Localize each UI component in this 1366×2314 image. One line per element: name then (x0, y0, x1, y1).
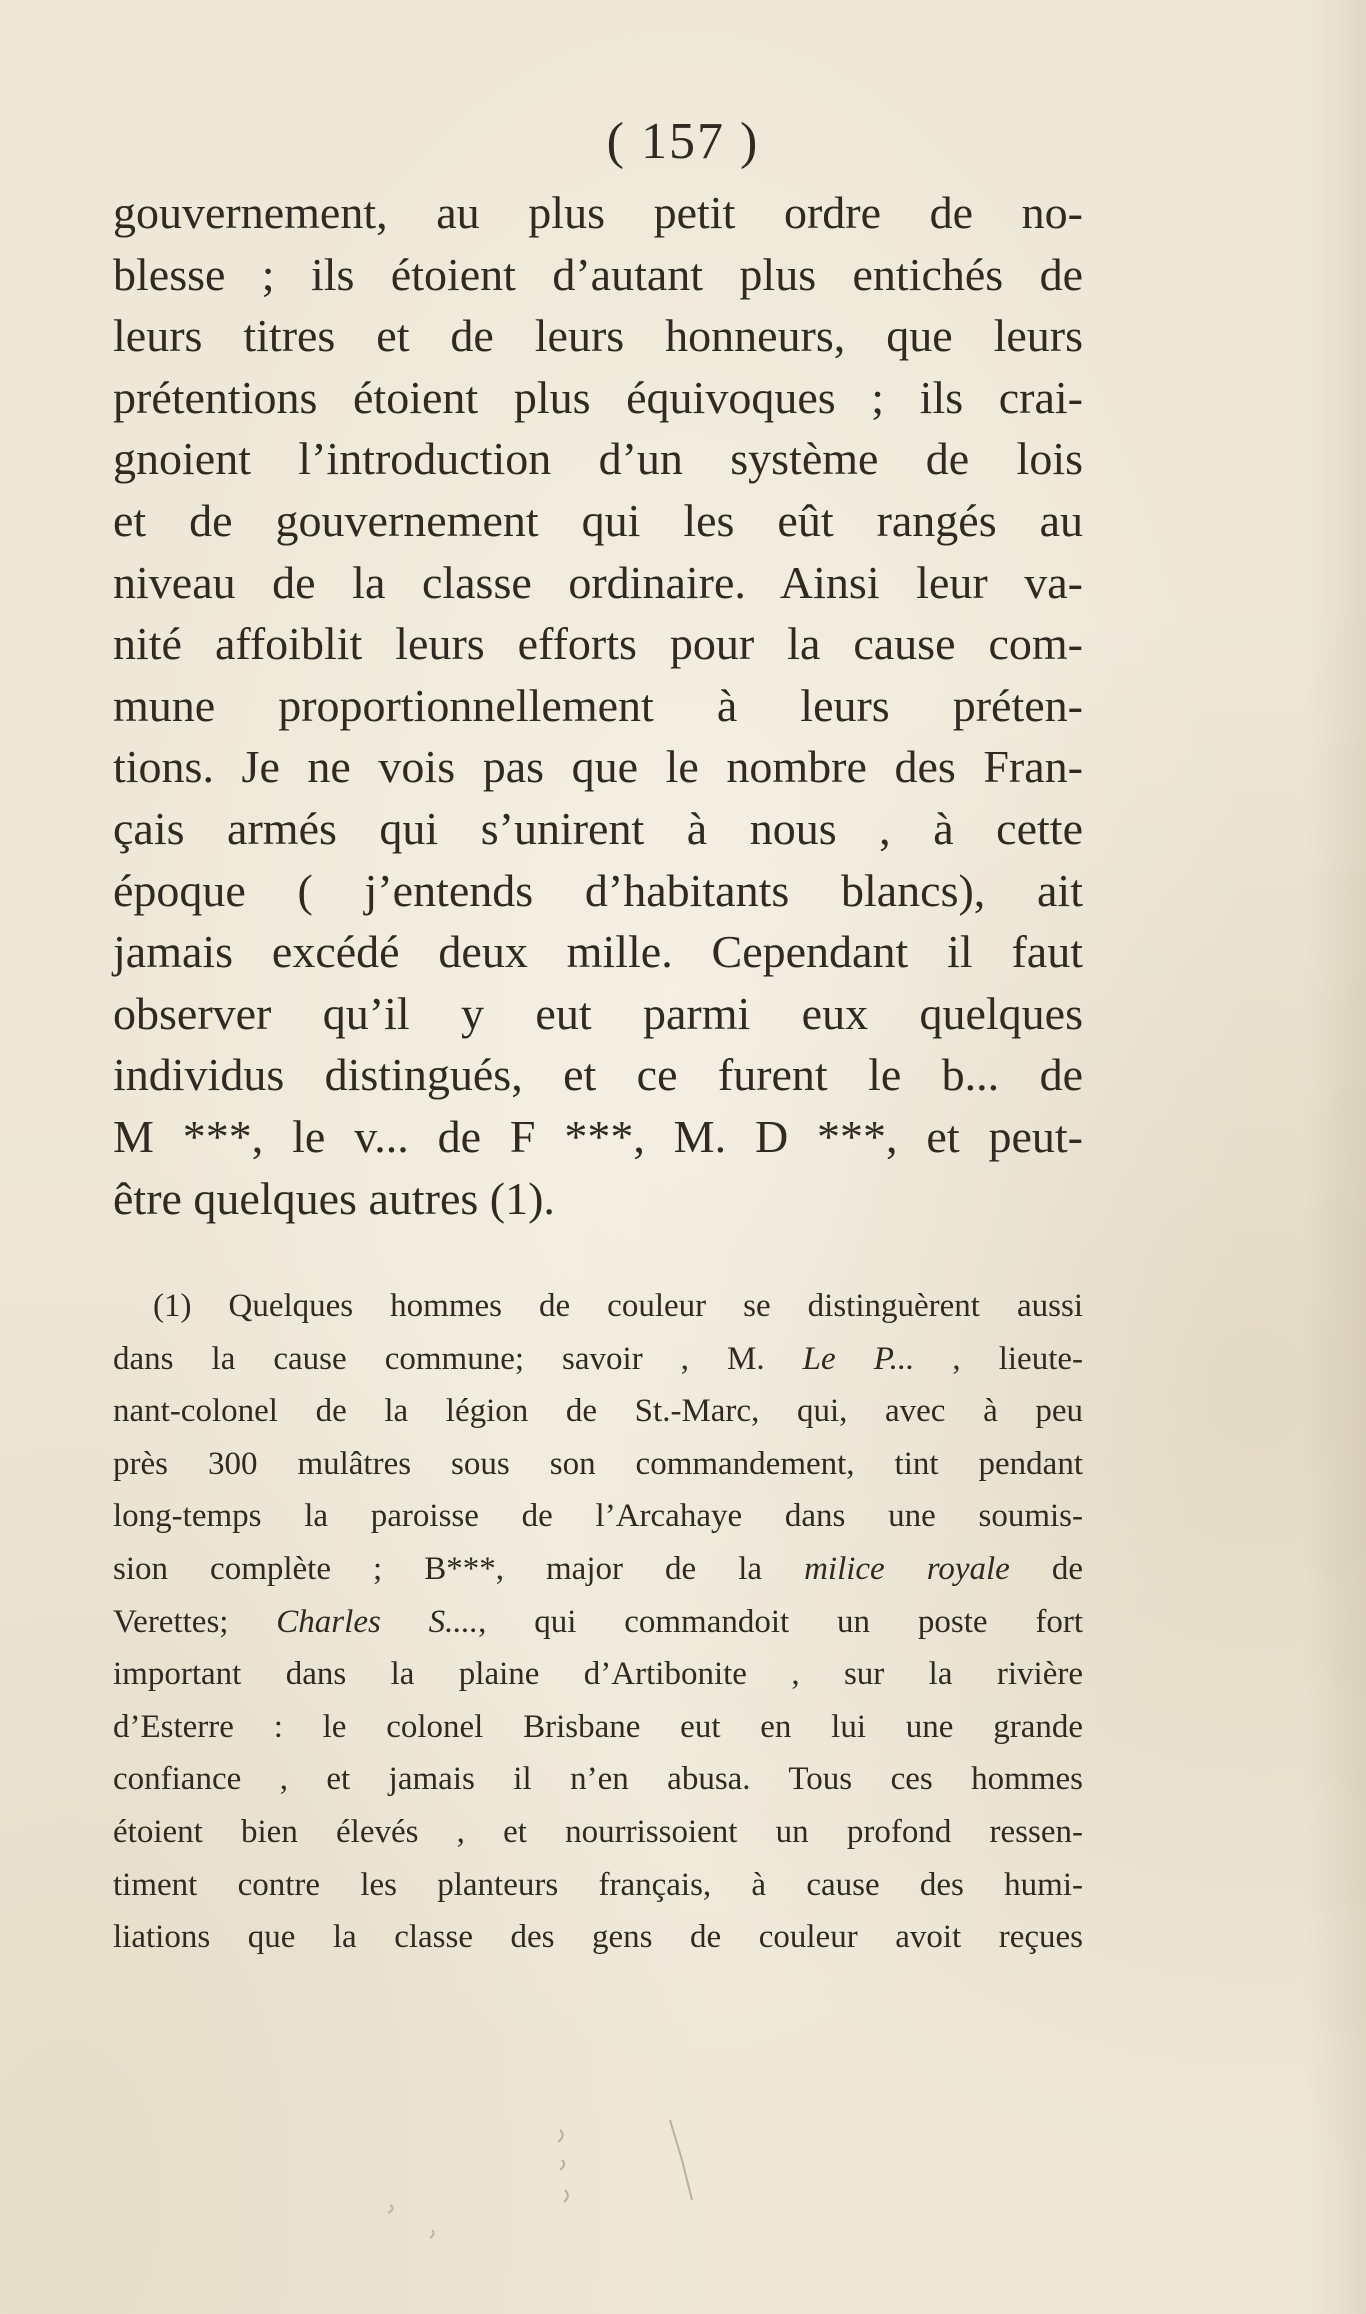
text-line: nité affoiblit leurs efforts pour la cause com- (113, 618, 1083, 670)
text-line: individus distingués, et ce furent le b... de (113, 1049, 1083, 1101)
footnote-line: long-temps la paroisse de l’Arcahaye dans une soumis- (113, 1498, 1083, 1535)
text-line: mune proportionnellement à leurs préten- (113, 679, 1083, 731)
footnote-text: de (1009, 1550, 1083, 1587)
text-line: çais armés qui s’unirent à nous , à cette (113, 802, 1083, 854)
text-line: M ***, le v... de F ***, M. D ***, et peut- (113, 1110, 1083, 1162)
footnote (113, 1280, 1083, 1964)
footnote-text: sion complète ; B***, major de la (113, 1550, 805, 1587)
main-text (113, 182, 1083, 1229)
footnote-line: étoient bien élevés , et nourrissoient un profond ressen- (113, 1813, 1083, 1850)
footnote-text: Verettes; (113, 1603, 277, 1640)
text-line: niveau de la classe ordinaire. Ainsi leur va- (113, 556, 1083, 608)
footnote-italic-name: Le P... (802, 1340, 915, 1377)
text-line: blesse ; ils étoient d’autant plus entichés de (113, 248, 1083, 300)
text-line: gnoient l’introduction d’un système de lois (113, 433, 1083, 485)
text-line: et de gouvernement qui les eût rangés au (113, 494, 1083, 546)
text-line: être quelques autres (1). (113, 1172, 555, 1224)
bleed-through-marks (370, 2110, 590, 2260)
text-line: époque ( j’entends d’habitants blancs), ait (113, 864, 1083, 916)
footnote-line: important dans la plaine d’Artibonite , sur la rivière (113, 1656, 1083, 1693)
footnote-line (113, 1333, 1083, 1386)
footnote-line: d’Esterre : le colonel Brisbane eut en lui une grande (113, 1708, 1083, 1745)
footnote-text: , qui commandoit un poste fort (478, 1603, 1083, 1640)
footnote-italic-name: Charles S.... (276, 1603, 479, 1640)
text-line: jamais excédé deux mille. Cependant il faut (113, 926, 1083, 978)
text-line: gouvernement, au plus petit ordre de no- (113, 187, 1083, 238)
text-line: leurs titres et de leurs honneurs, que leurs (113, 310, 1083, 362)
footnote-line: timent contre les planteurs français, à cause des humi- (113, 1866, 1083, 1903)
footnote-line: nant-colonel de la légion de St.-Marc, qui, avec à peu (113, 1393, 1083, 1430)
text-line: prétentions étoient plus équivoques ; ils crai- (113, 371, 1083, 423)
footnote-line: liations que la classe des gens de couleur avoit reçues (113, 1919, 1083, 1956)
page-edge-shadow (1306, 0, 1366, 2314)
footnote-text: dans la cause commune; savoir , M. (113, 1340, 803, 1377)
text-line: tions. Je ne vois pas que le nombre des Fran- (113, 741, 1083, 793)
text-line: observer qu’il y eut parmi eux quelques (113, 987, 1083, 1039)
footnote-line (113, 1596, 1083, 1649)
footnote-italic-term: milice royale (804, 1550, 1010, 1587)
footnote-text: , lieute- (914, 1340, 1083, 1377)
footnote-line (113, 1543, 1083, 1596)
footnote-line: (1) Quelques hommes de couleur se distinguèrent aussi (153, 1288, 1083, 1324)
page-number: ( 157 ) (606, 113, 760, 170)
footnote-line: confiance , et jamais il n’en abusa. Tous ces hommes (113, 1761, 1083, 1798)
footnote-line: près 300 mulâtres sous son commandement, tint pendant (113, 1445, 1083, 1482)
